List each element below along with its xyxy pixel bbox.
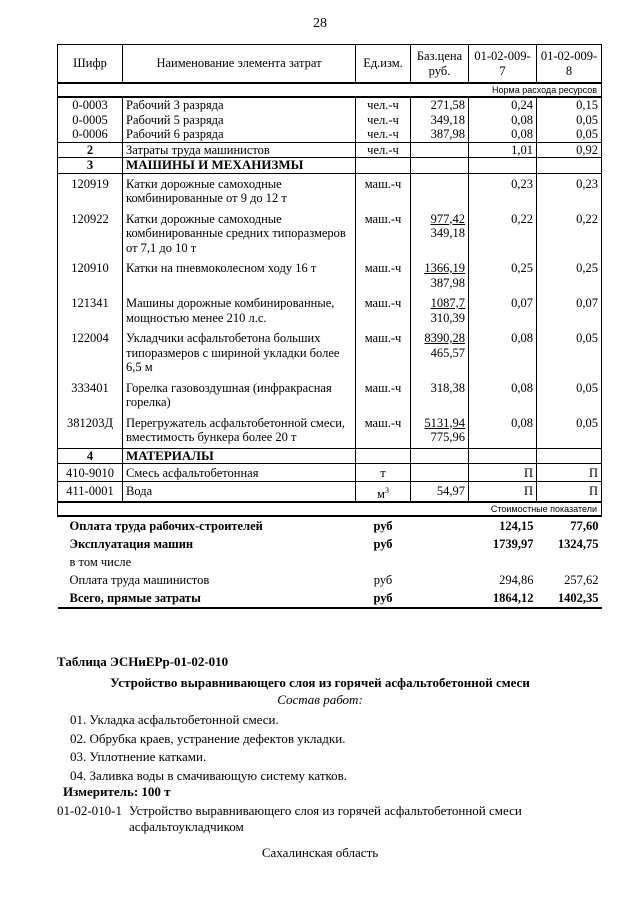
price-value-2: 387,98 [430, 275, 465, 290]
cell-price [411, 142, 469, 158]
table-row [58, 255, 602, 290]
cell-v8: 0,05 [537, 127, 602, 142]
summary-row [58, 589, 602, 608]
cell-unit: маш.-ч [356, 325, 411, 375]
cell-unit: маш.-ч [356, 375, 411, 410]
price-value-2: 465,57 [430, 345, 465, 360]
table-row [58, 97, 602, 113]
cell-name: МАШИНЫ И МЕХАНИЗМЫ [123, 158, 356, 174]
cell-code: 120910 [58, 255, 123, 290]
cell-v8: 0,15 [537, 97, 602, 113]
cell-v8: 0,22 [537, 206, 602, 256]
cell-price: 54,97 [411, 481, 469, 502]
cell-v7: 0,22 [469, 206, 537, 256]
summary-row [58, 535, 602, 553]
cell-code: 0-0005 [58, 113, 123, 128]
resource-table [57, 44, 602, 609]
section-row-machines [58, 158, 602, 174]
header-unit: Ед.изм. [356, 45, 411, 84]
cell-v7: 0,07 [469, 290, 537, 325]
table-row [58, 173, 602, 206]
cell-v7: 0,24 [469, 97, 537, 113]
cell-code: 3 [58, 158, 123, 174]
cell-name: Рабочий 5 разряда [123, 113, 356, 128]
summary-v8: 1402,35 [537, 589, 602, 608]
cell-v8: 0,92 [537, 142, 602, 158]
table-title: Таблица ЭСНиЕРр-01-02-010 [57, 654, 229, 669]
cell-price: 387,98 [411, 127, 469, 142]
cell-code: 2 [58, 142, 123, 158]
cell-unit: т [356, 464, 411, 482]
cell-unit: чел.-ч [356, 113, 411, 128]
cell-v7: 0,08 [469, 375, 537, 410]
price-value: 1087,7 [430, 296, 465, 310]
summary-unit: руб [373, 519, 393, 534]
cell-code: 0-0003 [58, 97, 123, 113]
composition-label: Состав работ: [277, 692, 363, 707]
page-number: 28 [313, 16, 327, 31]
region-label: Сахалинская область [261, 845, 379, 860]
price-value-2: 310,39 [430, 310, 465, 325]
cell-name: Рабочий 3 разряда [123, 97, 356, 113]
cell-code: 381203Д [58, 410, 123, 449]
price-value-2: 775,96 [430, 430, 465, 444]
header-code: Шифр [58, 45, 123, 84]
summary-name: в том числе [69, 555, 132, 570]
cell-v8: 0,05 [537, 113, 602, 128]
cell-unit: маш.-ч [356, 255, 411, 290]
cell-price: 271,58 [411, 97, 469, 113]
cell-code: 4 [58, 448, 123, 464]
cell-v7: 0,08 [469, 410, 537, 449]
list-item: 02. Обрубка краев, устранение дефектов укладки. [70, 730, 346, 746]
price-value: 977,42 [430, 211, 465, 226]
cell-name: Перегружатель асфальтобетонной смеси, вместимость бункера более 20 т [123, 410, 356, 449]
summary-v8: 257,62 [564, 573, 599, 588]
summary-unit: руб [356, 589, 411, 608]
cell-v7: 0,08 [469, 127, 537, 142]
header-name: Наименование элемента затрат [123, 45, 356, 84]
cell-name: Горелка газовоздушная (инфракрасная горелка) [123, 375, 356, 410]
cell-code: 410-9010 [58, 464, 123, 482]
cell-unit: чел.-ч [356, 97, 411, 113]
cell-code: 411-0001 [58, 481, 123, 502]
header-col7: 01-02-009-7 [469, 45, 537, 84]
list-item: 03. Уплотнение катками. [70, 749, 207, 764]
cell-price: 318,38 [411, 375, 469, 410]
table-row [58, 113, 602, 128]
cell-v7: 1,01 [469, 142, 537, 158]
cell-name: Катки дорожные самоходные комбинированные от 9 до 12 т [123, 173, 356, 206]
summary-name: Эксплуатация машин [69, 537, 194, 552]
summary-row [58, 516, 602, 535]
summary-name: Оплата труда машинистов [69, 573, 210, 588]
price-value: 5131,94 [424, 415, 465, 430]
cell-name: Затраты труда машинистов [123, 142, 356, 158]
summary-v7: 124,15 [499, 519, 534, 534]
cell-unit: чел.-ч [356, 127, 411, 142]
table-row [58, 464, 602, 482]
cell-price [411, 464, 469, 482]
summary-v7: 294,86 [499, 573, 534, 588]
price-value: 1366,19 [424, 261, 465, 275]
table-row [58, 325, 602, 375]
item-row [57, 803, 569, 835]
header-price: Баз.цена руб. [411, 45, 469, 84]
cell-name: Катки на пневмоколесном ходу 16 т [123, 255, 356, 290]
cell-v8: 0,05 [537, 325, 602, 375]
work-steps [70, 711, 347, 785]
cell-unit: маш.-ч [356, 206, 411, 256]
cell-v8: П [537, 464, 602, 482]
table-row [58, 410, 602, 449]
summary-v7: 1864,12 [469, 589, 537, 608]
summary-name: Всего, прямые затраты [58, 589, 356, 608]
table-row [58, 481, 602, 502]
cell-v7: 0,08 [469, 325, 537, 375]
cell-v7: 0,25 [469, 255, 537, 290]
cell-v7: 0,23 [469, 173, 537, 206]
table-row [58, 290, 602, 325]
table-row [58, 375, 602, 410]
cell-name: Укладчики асфальтобетона больших типоразмеров с шириной укладки более 6,5 м [123, 325, 356, 375]
cell-name: Вода [123, 481, 356, 502]
cell-code: 0-0006 [58, 127, 123, 142]
list-item: 01. Укладка асфальтобетонной смеси. [70, 712, 279, 727]
table-row [58, 206, 602, 256]
norm-label: Норма расхода ресурсов [58, 83, 602, 97]
cost-label: Стоимостные показатели [58, 502, 602, 516]
cell-v7: П [469, 481, 537, 502]
cell-v8: 0,05 [537, 375, 602, 410]
summary-v8: 77,60 [570, 519, 599, 534]
table-row [58, 127, 602, 142]
cell-unit: чел.-ч [356, 142, 411, 158]
work-description: Устройство выравнивающего слоя из горячей асфальтобетонной смеси [110, 675, 530, 690]
cell-unit: маш.-ч [356, 410, 411, 449]
table-header [58, 45, 602, 84]
cell-v7: П [469, 464, 537, 482]
section-row-materials [58, 448, 602, 464]
cell-unit [356, 481, 411, 502]
cell-name: Катки дорожные самоходные комбинированные средних типоразмеров от 7,1 до 10 т [123, 206, 356, 256]
cell-unit: маш.-ч [356, 173, 411, 206]
price-value-2: 349,18 [430, 226, 465, 240]
cell-name: МАТЕРИАЛЫ [123, 448, 356, 464]
cell-v8: П [537, 481, 602, 502]
header-col8: 01-02-009-8 [537, 45, 602, 84]
item-code: 01-02-010-1 [57, 803, 122, 818]
summary-row [58, 571, 602, 589]
item-name: Устройство выравнивающего слоя из горячей асфальтобетонной смеси асфальтоукладчиком [129, 803, 522, 834]
cell-v8: 0,05 [537, 410, 602, 449]
measure-unit: Измеритель: 100 т [63, 784, 171, 799]
cell-name: Рабочий 6 разряда [123, 127, 356, 142]
cell-code: 333401 [58, 375, 123, 410]
summary-v8: 1324,75 [557, 537, 599, 552]
summary-name: Оплата труда рабочих-строителей [69, 519, 263, 534]
cell-code: 120922 [58, 206, 123, 256]
cell-name: Машины дорожные комбинированные, мощностью менее 210 л.с. [123, 290, 356, 325]
cell-code: 122004 [58, 325, 123, 375]
summary-v7: 1739,97 [492, 537, 534, 552]
price-value: 8390,28 [424, 331, 465, 345]
summary-unit: руб [373, 537, 393, 552]
list-item: 04. Заливка воды в смачивающую систему катков. [70, 767, 348, 783]
summary-unit: руб [373, 573, 393, 588]
cell-v7: 0,08 [469, 113, 537, 128]
cell-code: 120919 [58, 173, 123, 206]
unit-base: м [377, 486, 385, 501]
cell-v8: 0,23 [537, 173, 602, 206]
cell-unit: маш.-ч [356, 290, 411, 325]
summary-row [58, 553, 602, 571]
cell-name: Смесь асфальтобетонная [123, 464, 356, 482]
section-row-labor [58, 142, 602, 158]
cell-v8: 0,25 [537, 255, 602, 290]
cell-price: 349,18 [411, 113, 469, 128]
cell-code: 121341 [58, 290, 123, 325]
cell-v8: 0,07 [537, 290, 602, 325]
unit-superscript: 3 [384, 485, 389, 495]
